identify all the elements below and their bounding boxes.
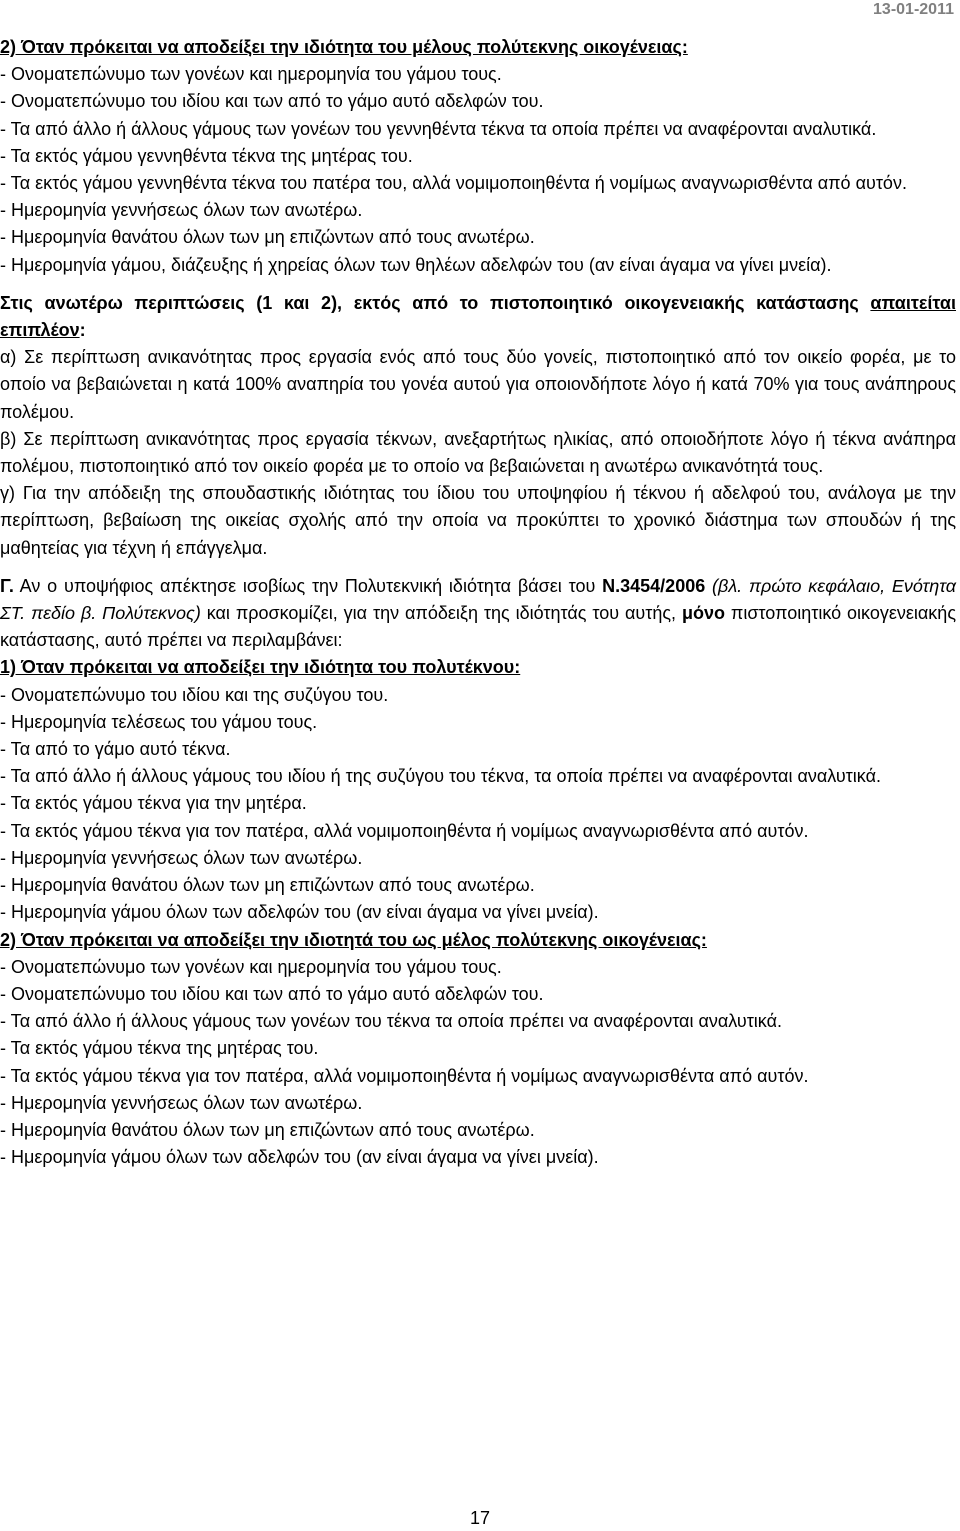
section-heading: 2) Όταν πρόκειται να αποδείξει την ιδιοτητά του ως μέλος πολύτεκνης οικογένειας:: [0, 929, 707, 950]
header-date: 13-01-2011: [873, 1, 954, 18]
section-additional-requirements: [0, 290, 956, 562]
section-g: [0, 573, 956, 655]
list-item: - Ονοματεπώνυμο των γονέων και ημερομηνία του γάμου τους.: [0, 956, 502, 977]
chapter-reference: (βλ. πρώτο κεφάλαιο, Ενότητα ΣΤ. πεδίο β. Πολύτεκνος): [0, 575, 956, 624]
page-number: 17: [469, 1508, 491, 1528]
section-g-text: πιστοποιητικό οικογενειακής κατάστασης, αυτό πρέπει να περιλαμβάνει:: [0, 603, 956, 651]
list-item: - Ημερομηνία γεννήσεως όλων των ανωτέρω.: [0, 200, 363, 221]
list-item: - Ημερομηνία γάμου όλων των αδελφών του (αν είναι άγαμα να γίνει μνεία).: [0, 1147, 599, 1168]
section-g-letter: Γ.: [0, 575, 14, 596]
section-heading: 1) Όταν πρόκειται να αποδείξει την ιδιότητα του πολυτέκνου:: [0, 657, 521, 678]
section-g-text: και προσκομίζει, για την απόδειξη της ιδιότητάς του αυτής,: [200, 603, 682, 624]
law-reference: Ν.3454/2006: [602, 575, 706, 596]
list-item: - Ονοματεπώνυμο του ιδίου και των από το γάμο αυτό αδελφών του.: [0, 91, 544, 112]
list-item: - Τα εκτός γάμου τέκνα για την μητέρα.: [0, 793, 307, 814]
list-item: - Ονοματεπώνυμο του ιδίου και της συζύγου του.: [0, 684, 389, 705]
section-family-member-2: [0, 927, 956, 1172]
list-item: - Τα από άλλο ή άλλους γάμους των γονέων του γεννηθέντα τέκνα τα οποία πρέπει να αναφέρονται αναλυτικά.: [0, 118, 877, 139]
list-item: - Ημερομηνία γάμου όλων των αδελφών του (αν είναι άγαμα να γίνει μνεία).: [0, 902, 599, 923]
requirement-paragraph: γ) Για την απόδειξη της σπουδαστικής ιδιότητας του ίδιου του υποψηφίου ή τέκνου ή αδελφού του, ανάλογα με την περίπτωση, βεβαίωση της οικείας σχολής από την οποία να προκύπτει το χρονικό διάστημα των σπουδών ή της μαθητείας για τέχνη ή επάγγελμα.: [0, 483, 956, 558]
list-item: - Ονοματεπώνυμο των γονέων και ημερομηνία του γάμου τους.: [0, 64, 502, 85]
requirements-heading-text: Στις ανωτέρω περιπτώσεις (1 και 2), εκτός από το πιστοποιητικό οικογενειακής κατάστασης: [0, 292, 871, 313]
list-item: - Τα εκτός γάμου τέκνα για τον πατέρα, αλλά νομιμοποιηθέντα ή νομίμως αναγνωρισθέντα από αυτόν.: [0, 1065, 809, 1086]
list-item: - Ημερομηνία θανάτου όλων των μη επιζώντων από τους ανωτέρω.: [0, 227, 535, 248]
list-item: - Ονοματεπώνυμο του ιδίου και των από το γάμο αυτό αδελφών του.: [0, 983, 544, 1004]
list-item: - Ημερομηνία γεννήσεως όλων των ανωτέρω.: [0, 1092, 363, 1113]
section-parent: [0, 654, 956, 926]
list-item: - Ημερομηνία γεννήσεως όλων των ανωτέρω.: [0, 847, 363, 868]
section-g-paragraph: [0, 573, 956, 655]
section-family-member: [0, 34, 956, 279]
requirements-heading-underlined: απαιτείται επιπλέον: [0, 292, 956, 341]
document-body: [0, 34, 956, 1171]
list-item: - Τα εκτός γάμου γεννηθέντα τέκνα της μητέρας του.: [0, 145, 413, 166]
requirement-paragraph: β) Σε περίπτωση ανικανότητας προς εργασία τέκνων, ανεξαρτήτως ηλικίας, από οποιοδήποτε λόγο ή τέκνα ανάπηρα πολέμου, πιστοποιητικό από τον οικείο φορέα με το οποίο να βεβαιώνεται η ανωτέρω ανικανότητά τους.: [0, 428, 956, 477]
requirement-paragraph: α) Σε περίπτωση ανικανότητας προς εργασία ενός από τους δύο γονείς, πιστοποιητικό από τον οικείο φορέα, με το οποίο να βεβαιώνεται η κατά 100% αναπηρία του γονέα αυτού για οποιονδήποτε λόγο ή κατά 70% για τους ανάπηρους πολέμου.: [0, 347, 956, 422]
only-emphasis: μόνο: [681, 603, 725, 624]
section-heading: 2) Όταν πρόκειται να αποδείξει την ιδιότητα του μέλους πολύτεκνης οικογένειας:: [0, 37, 688, 57]
section-g-text: Αν ο υποψήφιος απέκτησε ισοβίως την Πολυτεκνική ιδιότητα βάσει του: [13, 575, 603, 596]
requirements-heading-colon: :: [79, 320, 86, 341]
requirements-heading: [0, 290, 956, 344]
list-item: - Τα από άλλο ή άλλους γάμους των γονέων του τέκνα τα οποία πρέπει να αναφέρονται αναλυτικά.: [0, 1011, 782, 1032]
list-item: - Τα εκτός γάμου γεννηθέντα τέκνα του πατέρα του, αλλά νομιμοποιηθέντα ή νομίμως αναγνωρισθέντα από αυτόν.: [0, 173, 907, 194]
list-item: - Ημερομηνία θανάτου όλων των μη επιζώντων από τους ανωτέρω.: [0, 1119, 535, 1140]
list-item: - Ημερομηνία θανάτου όλων των μη επιζώντων από τους ανωτέρω.: [0, 875, 535, 896]
list-item: - Τα εκτός γάμου τέκνα της μητέρας του.: [0, 1038, 319, 1059]
list-item: - Τα εκτός γάμου τέκνα για τον πατέρα, αλλά νομιμοποιηθέντα ή νομίμως αναγνωρισθέντα από αυτόν.: [0, 820, 809, 841]
list-item: - Ημερομηνία γάμου, διάζευξης ή χηρείας όλων των θηλέων αδελφών του (αν είναι άγαμα να γίνει μνεία).: [0, 254, 832, 275]
list-item: - Τα από άλλο ή άλλους γάμους του ιδίου ή της συζύγου του τέκνα, τα οποία πρέπει να αναφέρονται αναλυτικά.: [0, 766, 881, 787]
list-item: - Τα από το γάμο αυτό τέκνα.: [0, 739, 231, 760]
list-item: - Ημερομηνία τελέσεως του γάμου τους.: [0, 711, 318, 732]
